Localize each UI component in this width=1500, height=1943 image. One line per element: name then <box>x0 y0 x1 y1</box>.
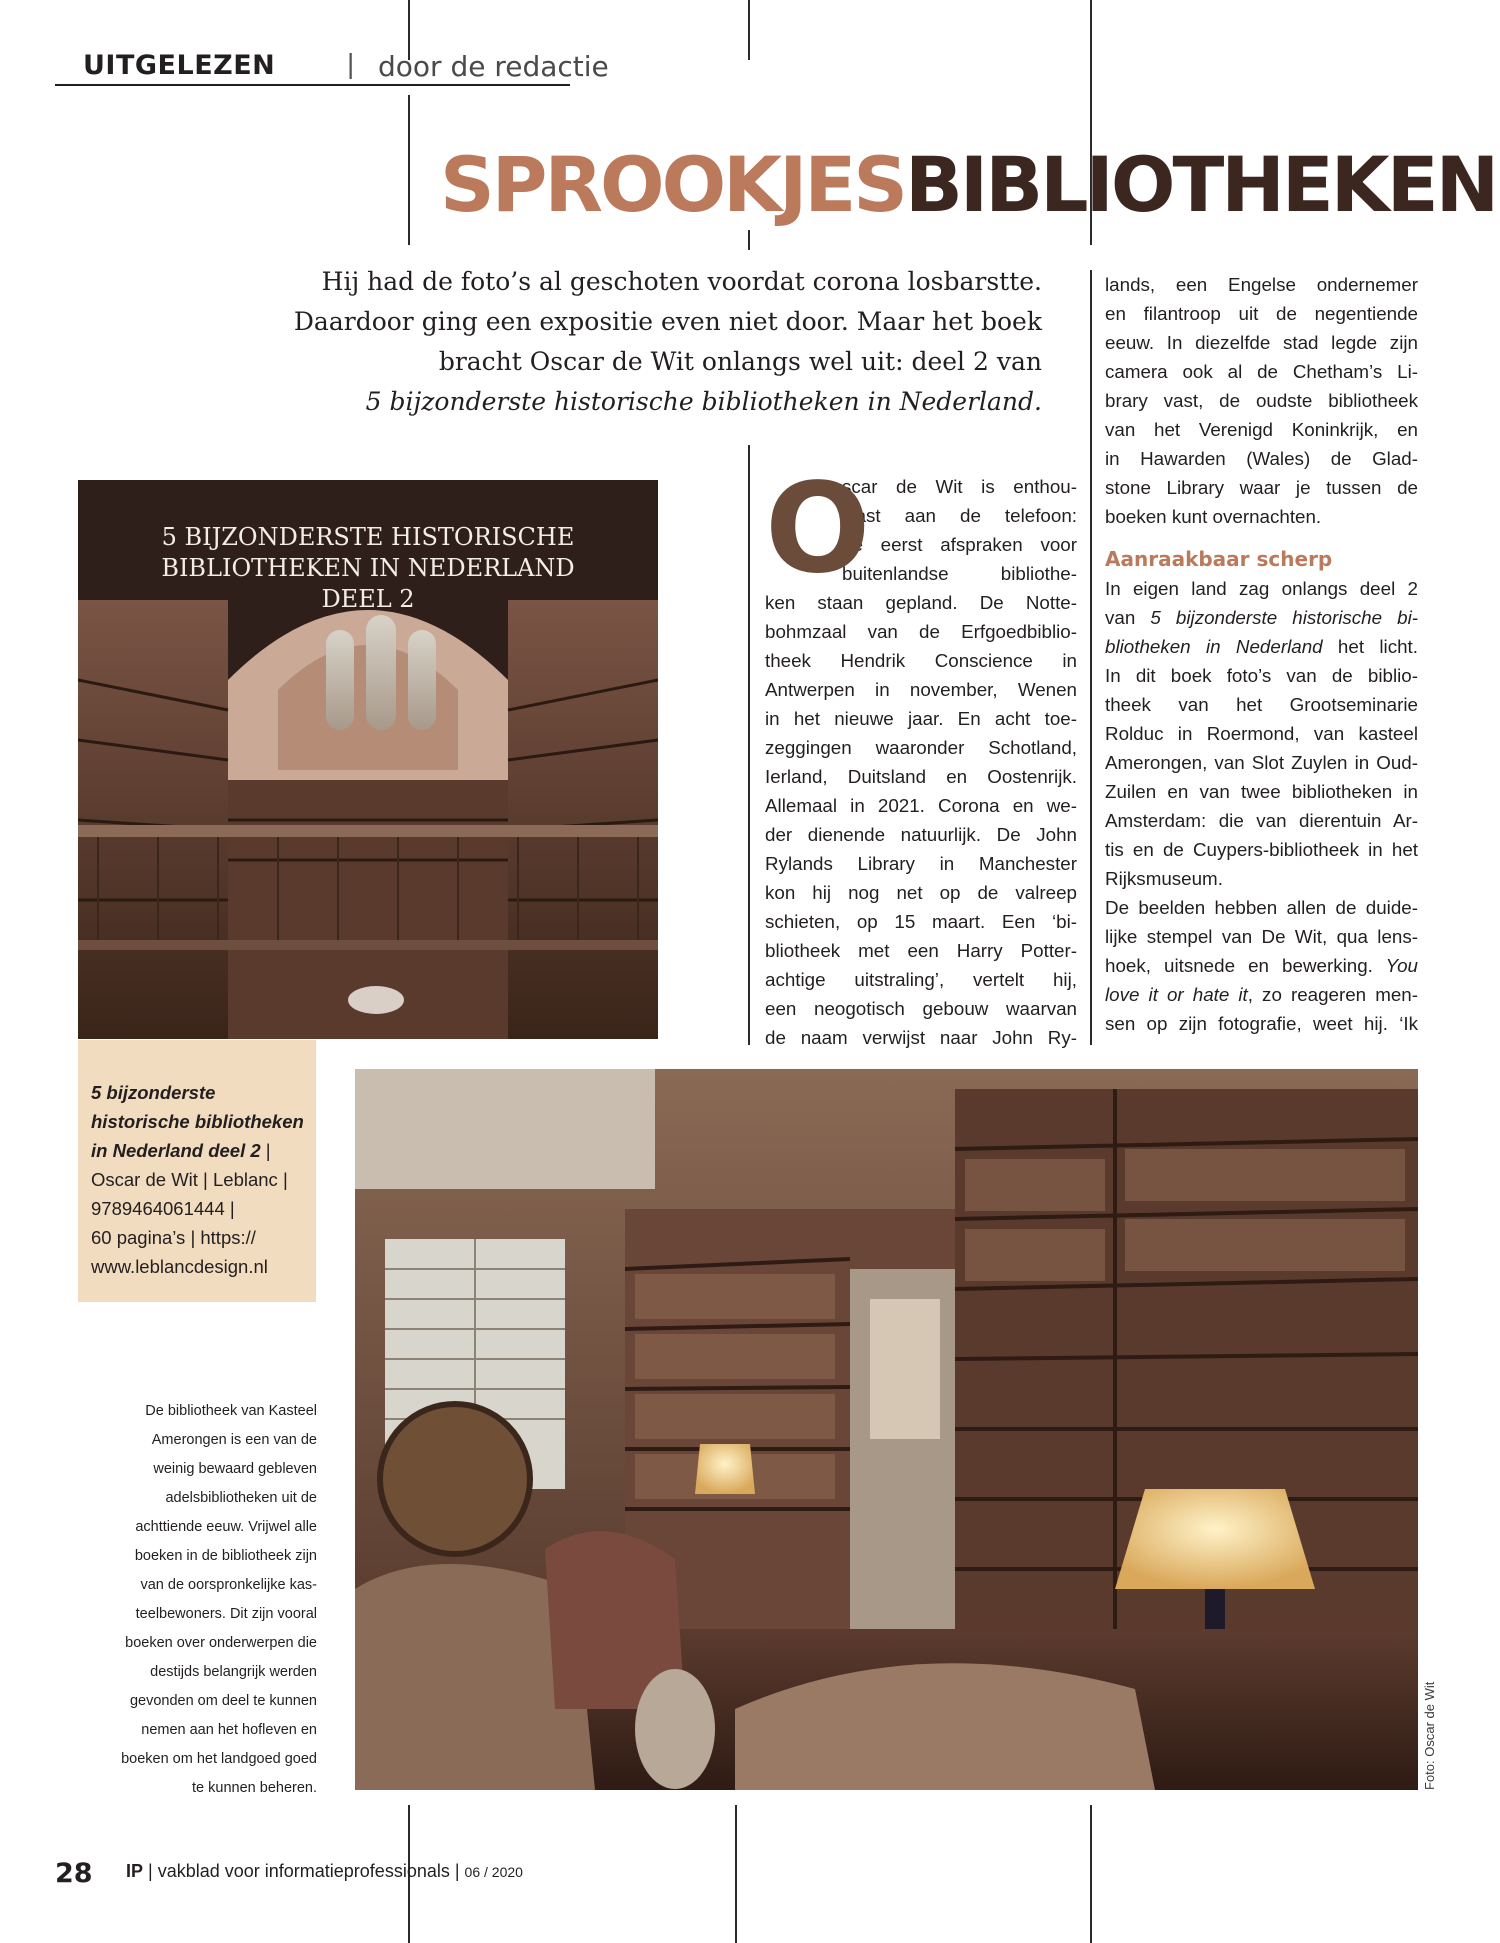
caption-line: De bibliotheek van Kasteel <box>145 1403 317 1419</box>
book-cover-image <box>78 480 658 1039</box>
body-line: theek van het Grootseminarie <box>1105 694 1418 715</box>
body-line: der dienende natuurlijk. De John <box>765 824 1077 845</box>
cover-title-line: 5 BIJZONDERSTE HISTORISCHE <box>161 523 575 551</box>
book-title-line: 5 bijzonderste <box>91 1082 216 1103</box>
italic-quote: love it or hate it <box>1105 984 1248 1005</box>
book-info-line: Oscar de Wit | Leblanc | <box>91 1169 288 1190</box>
book-title-italic: 5 bijzonderste historische bi- <box>1150 607 1419 628</box>
column-rule <box>735 1805 737 1943</box>
section-kicker <box>55 48 609 86</box>
caption-line: weinig bewaard gebleven <box>153 1461 317 1477</box>
body-line: Amsterdam: die van dierentuin Ar- <box>1105 810 1418 831</box>
body-line: brary vast, de oudste bibliotheek <box>1105 390 1418 411</box>
body-line: stone Library waar je tussen de <box>1105 477 1418 498</box>
body-line: lands, een Engelse ondernemer <box>1105 274 1418 295</box>
body-line: ken staan gepland. De Notte- <box>765 592 1077 613</box>
magazine-tagline: vakblad voor informatieprofessionals <box>157 1861 450 1881</box>
column-rule <box>748 0 750 60</box>
body-line: Allemaal in 2021. Corona en we- <box>765 795 1077 816</box>
book-title-italic: bliotheken in Nederland <box>1105 636 1323 657</box>
caption-line: gevonden om deel te kunnen <box>129 1693 317 1709</box>
lede-line: bracht Oscar de Wit onlangs wel uit: deel 2 van <box>438 347 1042 376</box>
section-label: UITGELEZEN <box>83 50 276 81</box>
caption-line: destijds belangrijk werden <box>150 1664 317 1680</box>
info-separator: | <box>260 1140 271 1161</box>
body-line: In eigen land zag onlangs deel 2 <box>1105 578 1418 599</box>
book-info-line: 9789464061444 | <box>91 1198 235 1219</box>
body-text: , zo reageren men- <box>1247 984 1418 1005</box>
body-line: achtige uitstraling’, vertelt hij, <box>765 969 1077 990</box>
lede-line: 5 bijzonderste historische bibliotheken in Nederland. <box>365 387 1042 416</box>
book-info-box <box>78 1040 316 1302</box>
article-title <box>440 140 1497 230</box>
caption-line: boeken over onderwerpen die <box>125 1635 317 1651</box>
body-line: Amerongen, van Slot Zuylen in Oud- <box>1105 752 1418 773</box>
body-line: In dit boek foto’s van de biblio- <box>1105 665 1418 686</box>
body-line: eeuw. In diezelfde stad legde zijn <box>1105 332 1418 353</box>
book-info-link[interactable]: www.leblancdesign.nl <box>91 1256 268 1277</box>
body-line: en filantroop uit de negentiende <box>1105 303 1418 324</box>
body-line: siast aan de telefoon: <box>842 505 1077 526</box>
body-line: in het nieuwe jaar. En acht toe- <box>765 708 1077 729</box>
caption-line: teelbewoners. Dit zijn vooral <box>135 1606 317 1622</box>
body-line: lijke stempel van De Wit, qua lens- <box>1105 926 1418 947</box>
footer-separator: | <box>143 1861 158 1881</box>
body-line: De beelden hebben allen de duide- <box>1105 897 1418 918</box>
body-line: Rolduc in Roermond, van kasteel <box>1105 723 1418 744</box>
caption-line: te kunnen beheren. <box>192 1780 317 1796</box>
body-column-1 <box>765 457 1077 1052</box>
body-line: in Hawarden (Wales) de Glad- <box>1105 448 1418 469</box>
body-line: Rylands Library in Manchester <box>765 853 1077 874</box>
caption-line: boeken in de bibliotheek zijn <box>134 1548 317 1564</box>
book-info-line: 60 pagina’s | https:// <box>91 1227 256 1248</box>
book-title-line: historische bibliotheken <box>91 1111 304 1132</box>
page-number: 28 <box>55 1858 93 1889</box>
body-text: hoek, uitsnede en bewerking. <box>1105 955 1373 976</box>
body-line: buitenlandse bibliothe- <box>842 563 1077 584</box>
footer-separator: | <box>449 1861 465 1881</box>
column-rule <box>748 230 750 250</box>
body-line: Zuilen en van twee bibliotheken in <box>1105 781 1418 802</box>
caption-line: van de oorspronkelijke kas- <box>140 1577 317 1593</box>
title-part-1: SPROOKJES <box>440 140 905 229</box>
cover-title-line: BIBLIOTHEKEN IN NEDERLAND <box>161 554 575 582</box>
kasteel-amerongen-library-illustration <box>355 1069 1418 1790</box>
body-line: Antwerpen in november, Wenen <box>765 679 1077 700</box>
body-line: bohmzaal van de Erfgoedbiblio- <box>765 621 1077 642</box>
column-rule <box>1090 270 1092 1045</box>
body-line: sen op zijn fotografie, weet hij. ‘Ik <box>1105 1013 1418 1034</box>
body-line: een neogotisch gebouw waarvan <box>765 998 1077 1019</box>
body-line <box>1105 603 1418 632</box>
body-line: zeggingen waaronder Schotland, <box>765 737 1077 758</box>
body-line: de naam verwijst naar John Ry- <box>765 1027 1077 1048</box>
caption-line: adelsbibliotheken uit de <box>165 1490 317 1506</box>
body-line: theek Hendrik Conscience in <box>765 650 1077 671</box>
caption-line: boeken om het landgoed goed <box>121 1751 317 1767</box>
book-cover-title <box>78 522 658 615</box>
body-line: boeken kunt overnachten. <box>1105 506 1322 527</box>
column-rule <box>408 95 410 245</box>
body-line: kon hij nog net op de valreep <box>765 882 1077 903</box>
body-line: Ierland, Duitsland en Oostenrijk. <box>765 766 1077 787</box>
photo-caption <box>95 1397 317 1803</box>
body-line <box>1105 980 1418 1009</box>
lede-line: Daardoor ging een expositie even niet door. Maar het boek <box>293 307 1042 336</box>
caption-line: nemen aan het hofleven en <box>141 1722 317 1738</box>
body-line: bliotheek met een Harry Potter- <box>765 940 1077 961</box>
body-line: Rijksmuseum. <box>1105 868 1223 889</box>
body-line: tis en de Cuypers-bibliotheek in het <box>1105 839 1418 860</box>
book-title-line: in Nederland deel 2 <box>91 1140 261 1161</box>
subheading: Aanraakbaar scherp <box>1105 547 1333 571</box>
issue-number: 06 / 2020 <box>464 1864 523 1880</box>
caption-line: Amerongen is een van de <box>151 1432 317 1448</box>
caption-line: achttiende eeuw. Vrijwel alle <box>135 1519 317 1535</box>
body-line: van het Verenigd Koninkrijk, en <box>1105 419 1418 440</box>
title-part-2: BIBLIOTHEKEN <box>905 140 1497 229</box>
body-line <box>1105 951 1418 980</box>
drop-cap: O <box>765 457 871 601</box>
cover-title-line: DEEL 2 <box>321 585 415 613</box>
body-line: de eerst afspraken voor <box>842 534 1077 555</box>
article-lede <box>150 262 1042 422</box>
magazine-logo: IP <box>126 1861 144 1881</box>
byline: door de redactie <box>378 50 609 83</box>
library-photo <box>355 1069 1418 1790</box>
italic-quote: You <box>1372 955 1419 976</box>
kicker-separator: | <box>347 48 355 79</box>
body-line <box>1105 632 1418 661</box>
body-line: schieten, op 15 maart. Een ‘bi- <box>765 911 1077 932</box>
body-column-2 <box>1105 270 1418 1038</box>
photo-credit: Foto: Oscar de Wit <box>1422 1681 1437 1790</box>
body-line: scar de Wit is enthou- <box>842 476 1077 497</box>
body-line: camera ook al de Chetham’s Li- <box>1105 361 1418 382</box>
column-rule <box>748 445 750 1045</box>
column-rule <box>1090 1805 1092 1943</box>
body-text: van <box>1105 607 1151 628</box>
lede-line: Hij had de foto’s al geschoten voordat corona losbarstte. <box>321 267 1042 296</box>
page-footer <box>126 1861 523 1882</box>
body-text: het licht. <box>1322 636 1418 657</box>
